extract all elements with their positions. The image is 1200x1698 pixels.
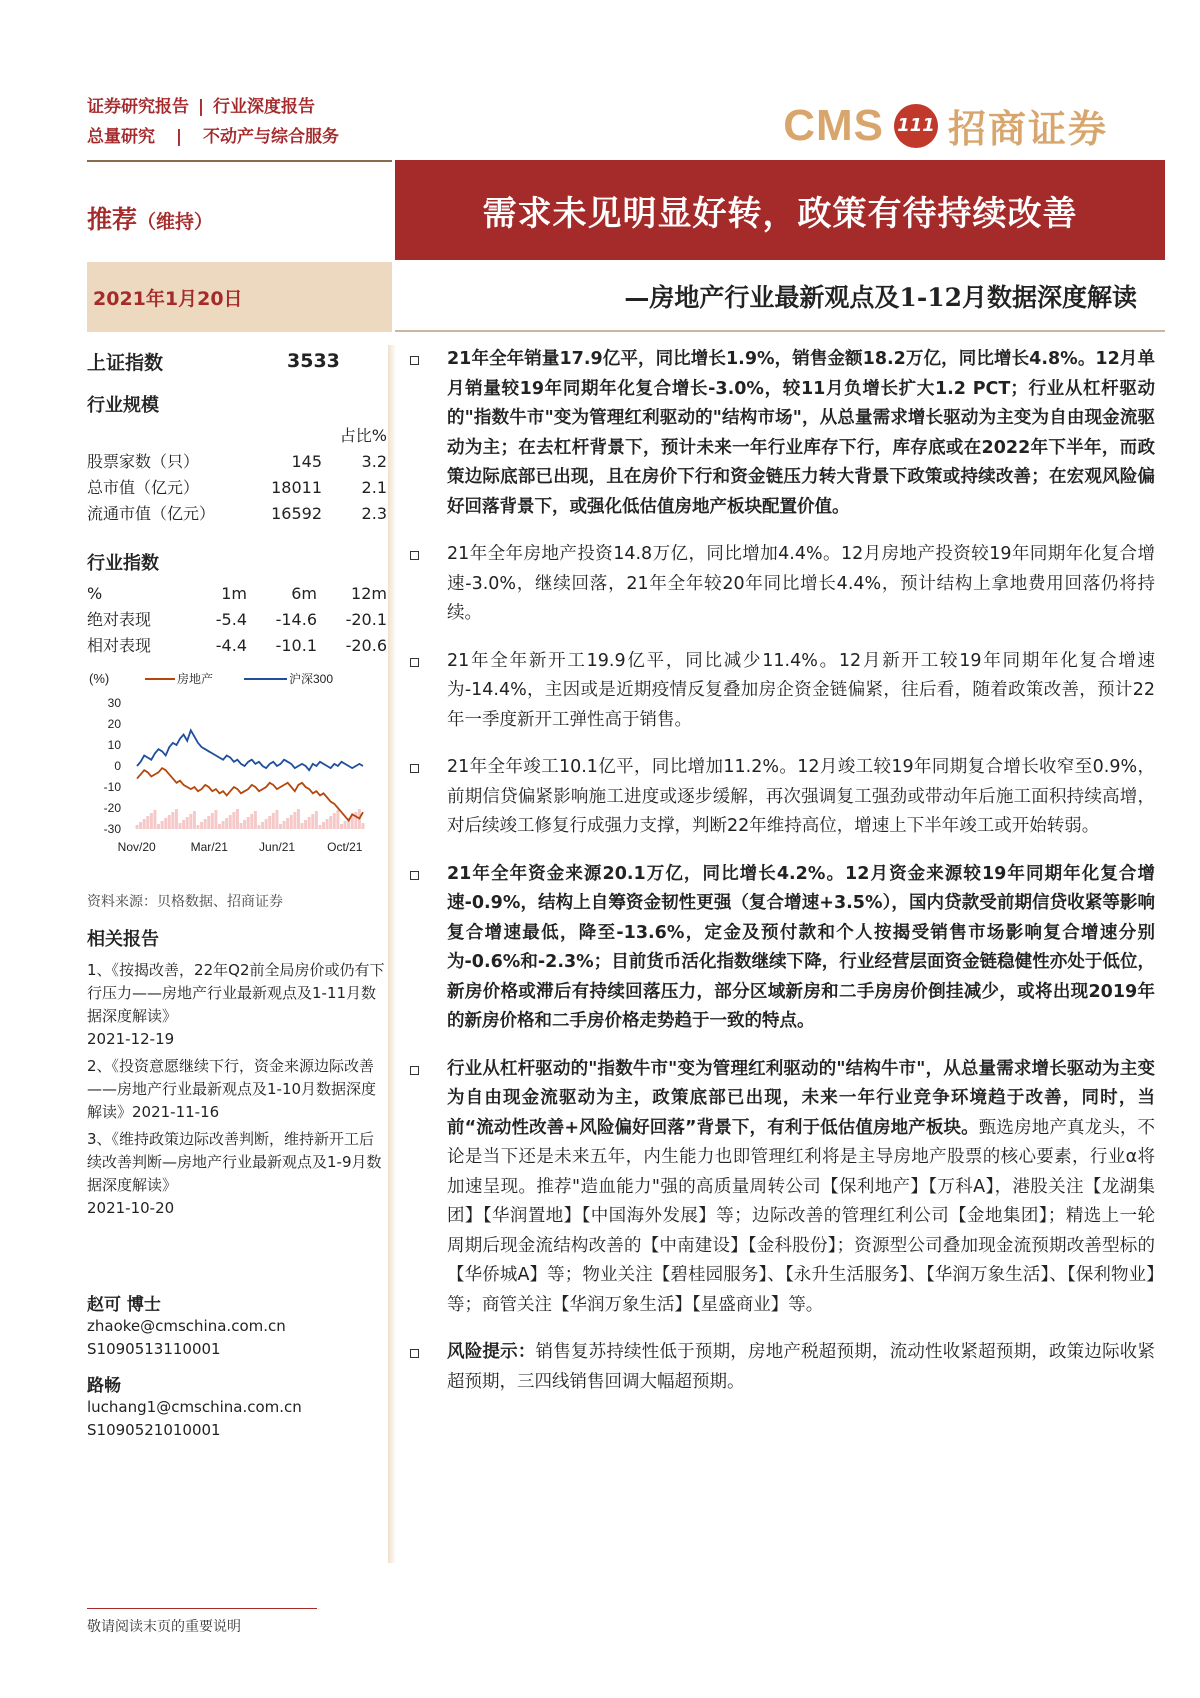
legend-realestate: 房地产 — [177, 672, 214, 686]
shade-bar — [214, 810, 217, 829]
shade-bar — [286, 818, 289, 829]
analyst-cert: S1090513110001 — [87, 1340, 221, 1358]
perf-row: 相对表现 -4.4 -10.1 -20.6 — [87, 636, 387, 655]
index-value: 3533 — [287, 350, 340, 372]
shade-bar — [329, 816, 332, 829]
y-tick-label: -30 — [103, 822, 121, 836]
shade-bar — [326, 819, 329, 829]
shade-bar — [243, 820, 246, 829]
shade-bar — [236, 809, 239, 829]
shade-bar — [344, 821, 347, 829]
shade-bar — [247, 817, 250, 829]
shade-bar — [200, 822, 203, 829]
square-bullet-icon — [410, 764, 419, 773]
shade-bar — [161, 821, 164, 829]
shade-bar — [308, 817, 311, 829]
report-subtitle: —房地产行业最新观点及1-12月数据深度解读 — [395, 262, 1165, 332]
shade-bar — [333, 813, 336, 829]
shade-bar — [150, 813, 153, 829]
rating: 推荐（维持） — [87, 205, 214, 234]
shade-bar — [211, 813, 214, 829]
shade-bar — [272, 813, 275, 829]
shade-bar — [229, 815, 232, 829]
index-chart — [87, 665, 377, 865]
scale-title: 行业规模 — [87, 395, 159, 416]
analyst: 路畅 luchang1@cmschina.com.cn S1090521010001 — [87, 1371, 387, 1442]
shade-bar — [362, 823, 365, 829]
y-tick-label: -20 — [103, 801, 121, 815]
shade-bar — [315, 811, 318, 829]
series-line-hs300 — [137, 730, 363, 770]
shade-bar — [222, 821, 225, 829]
shade-bar — [175, 809, 178, 829]
analyst-cert: S1090521010001 — [87, 1421, 221, 1439]
shade-bar — [189, 814, 192, 829]
shade-bar — [204, 819, 207, 829]
analyst: 赵可 博士 zhaoke@cmschina.com.cn S1090513110001 — [87, 1290, 387, 1361]
shade-bar — [293, 812, 296, 829]
footer-rule — [87, 1608, 317, 1609]
shade-bar — [279, 824, 282, 829]
report-title: 需求未见明显好转，政策有待持续改善 — [395, 160, 1165, 260]
scale-row: 总市值（亿元） 18011 2.1 — [87, 478, 387, 497]
perf-title: 行业指数 — [87, 553, 159, 574]
y-tick-label: 0 — [114, 759, 121, 773]
cms-logo: CMS 111 招商证券 — [783, 100, 1108, 151]
shade-bar — [171, 812, 174, 829]
y-tick-label: 10 — [107, 738, 121, 752]
shade-bar — [340, 824, 343, 829]
bullet-item: 行业从杠杆驱动的"指数牛市"变为管理红利驱动的"结构牛市"，从总量需求增长驱动为主变为自由现金流驱动为主，政策底部已出现，未来一年行业竞争环境趋于改善，同时，当前“流动性改善+风险偏好回落”背景下，有利于低估值房地产板块。甄选房地产真龙头，不论是当下还是未来五年，内生能力也即管理红利将是主导房地产股票的核心要素，行业α将加速呈现。推荐"造血能力"强的高质量周转公司【保利地产】【万科A】，港股关注【龙湖集团】【华润置地】【中国海外发展】等；边际改善的管理红利公司【金地集团】；精选上一轮周期后现金流结构改善的【中南建设】【金科股份】；资源型公司叠加现金流预期改善型标的【华侨城A】等；物业关注【碧桂园服务】、【永升生活服务】、【华润万象生活】、【保利物业】等；商管关注【华润万象生活】【星盛商业】等。 — [410, 1055, 1155, 1321]
shade-bar — [265, 819, 268, 829]
shade-bar — [153, 810, 156, 829]
shade-bar — [301, 823, 304, 829]
square-bullet-icon — [410, 1066, 419, 1075]
shade-bar — [283, 821, 286, 829]
x-tick-label: Jun/21 — [259, 840, 296, 854]
shade-bar — [290, 815, 293, 829]
analyst-email: luchang1@cmschina.com.cn — [87, 1398, 302, 1416]
shade-bar — [304, 820, 307, 829]
scale-row: 股票家数（只） 145 3.2 — [87, 452, 387, 471]
index-row: 上证指数 3533 — [87, 350, 340, 374]
sidebar-divider — [388, 345, 396, 1563]
shade-bar — [322, 822, 325, 829]
footer-note: 敬请阅读末页的重要说明 — [87, 1619, 241, 1635]
square-bullet-icon — [410, 658, 419, 667]
y-tick-label: 20 — [107, 717, 121, 731]
logo-badge-icon: 111 — [894, 104, 938, 148]
shade-bar — [240, 823, 243, 829]
bullet-item: 21年全年资金来源20.1万亿，同比增长4.2%。12月资金来源较19年同期年化复合增速-0.9%，结构上自筹资金韧性更强（复合增速+3.5%），国内贷款受前期信贷收紧等影响复合增速最低，降至-13.6%，定金及预付款和个人按揭受销售市场影响复合增速分别为-0.6%和-2.3%；目前货币活化指数继续下降，行业经营层面资金链稳健性亦处于低位，新房价格或滞后有持续回落压力，部分区域新房和二手房房价倒挂减少，或将出现2019年的新房价格和二手房价格走势趋于一致的特点。 — [410, 860, 1155, 1037]
y-tick-label: -10 — [103, 780, 121, 794]
shade-bar — [146, 816, 149, 829]
square-bullet-icon — [410, 356, 419, 365]
header-report-type: 证券研究报告 | 行业深度报告 — [87, 97, 315, 117]
shade-bar — [354, 812, 357, 829]
shade-bar — [179, 823, 182, 829]
shade-bar — [196, 825, 199, 829]
chart-source: 资料来源：贝格数据、招商证券 — [87, 894, 283, 910]
shade-bar — [257, 825, 260, 829]
related-item: 2、《投资意愿继续下行，资金来源边际改善——房地产行业最新观点及1-10月数据深度解读》2021-11-16 — [87, 1057, 377, 1121]
y-tick-label: 30 — [107, 696, 121, 710]
shade-bar — [268, 816, 271, 829]
related-item: 3、《维持政策边际改善判断，维持新开工后续改善判断—房地产行业最新观点及1-9月数据深度解读》 2021-10-20 — [87, 1130, 382, 1217]
shade-bar — [168, 815, 171, 829]
shade-bar — [136, 825, 139, 829]
bullet-item: 21年全年房地产投资14.8万亿，同比增加4.4%。12月房地产投资较19年同期年化复合增速-3.0%，继续回落，21年全年较20年同比增长4.4%，预计结构上拿地费用回落仍将持续。 — [410, 540, 1155, 629]
bullet-item: 21年全年销量17.9亿平，同比增长1.9%，销售金额18.2万亿，同比增长4.8%。12月单月销量较19年同期年化复合增长-3.0%，较11月负增长扩大1.2 PCT；行业从杠杆驱动的"指数牛市"变为管理红利驱动的"结构市场"，从总量需求增长驱动为主变为自由现金流驱动为主；在去杠杆背景下，预计未来一年行业库存下行，库存底或在2022年下半年，而政策边际底部已出现，且在房价下行和资金链压力转大背景下政策或持续改善；在宏观风险偏好回落背景下，或强化低估值房地产板块配置价值。 — [410, 345, 1155, 522]
shade-bar — [193, 811, 196, 829]
x-tick-label: Mar/21 — [190, 840, 228, 854]
shade-bar — [164, 818, 167, 829]
bullet-item: 21年全年竣工10.1亿平，同比增加11.2%。12月竣工较19年同期复合增长收窄至0.9%，前期信贷偏紧影响施工进度或逐步缓解，再次强调复工强劲或带动年后施工面积持续高增，对后续竣工修复行成强力支撑，判断22年维持高位，增速上下半年竣工或开始转弱。 — [410, 753, 1155, 842]
shade-bar — [225, 818, 228, 829]
scale-row: 流通市值（亿元） 16592 2.3 — [87, 504, 387, 523]
shade-bar — [311, 814, 314, 829]
shade-bar — [182, 820, 185, 829]
sidebar — [87, 345, 387, 1563]
main-content — [410, 345, 1155, 1415]
shade-bar — [250, 814, 253, 829]
chart-unit-label: (%) — [89, 671, 110, 686]
shade-bar — [139, 822, 142, 829]
shade-bar — [207, 816, 210, 829]
related-item: 1、《按揭改善，22年Q2前全局房价或仍有下行压力——房地产行业最新观点及1-11月数据深度解读》 2021-12-19 — [87, 961, 385, 1048]
square-bullet-icon — [410, 871, 419, 880]
perf-row: 绝对表现 -5.4 -14.6 -20.1 — [87, 610, 387, 629]
square-bullet-icon — [410, 1349, 419, 1358]
shade-bar — [254, 811, 257, 829]
bullet-item: 风险提示：销售复苏持续性低于预期，房地产税超预期，流动性收紧超预期，政策边际收紧超预期，三四线销售回调大幅超预期。 — [410, 1338, 1155, 1397]
related-title: 相关报告 — [87, 929, 159, 950]
shade-bar — [318, 825, 321, 829]
bullet-item: 21年全年新开工19.9亿平，同比减少11.4%。12月新开工较19年同期年化复合增速为-14.4%，主因或是近期疫情反复叠加房企资金链偏紧，往后看，随着政策改善，预计22年一季度新开工弹性高于销售。 — [410, 647, 1155, 736]
share-header: 占比% — [339, 426, 387, 445]
shade-bar — [232, 812, 235, 829]
header-category: 总量研究 | 不动产与综合服务 — [87, 127, 339, 147]
legend-hs300: 沪深300 — [289, 672, 334, 686]
square-bullet-icon — [410, 551, 419, 560]
shade-bar — [218, 824, 221, 829]
shade-bar — [157, 824, 160, 829]
shade-bar — [275, 810, 278, 829]
x-tick-label: Oct/21 — [327, 840, 363, 854]
shade-bar — [186, 817, 189, 829]
shade-bar — [261, 822, 264, 829]
report-date: 2021年1月20日 — [87, 262, 392, 332]
x-tick-label: Nov/20 — [117, 840, 156, 854]
shade-bar — [143, 819, 146, 829]
analyst-email: zhaoke@cmschina.com.cn — [87, 1317, 286, 1335]
shade-bar — [297, 809, 300, 829]
shade-bar — [336, 810, 339, 829]
perf-header-row: % 1m 6m 12m — [87, 584, 387, 603]
series-line-realestate — [137, 768, 363, 821]
